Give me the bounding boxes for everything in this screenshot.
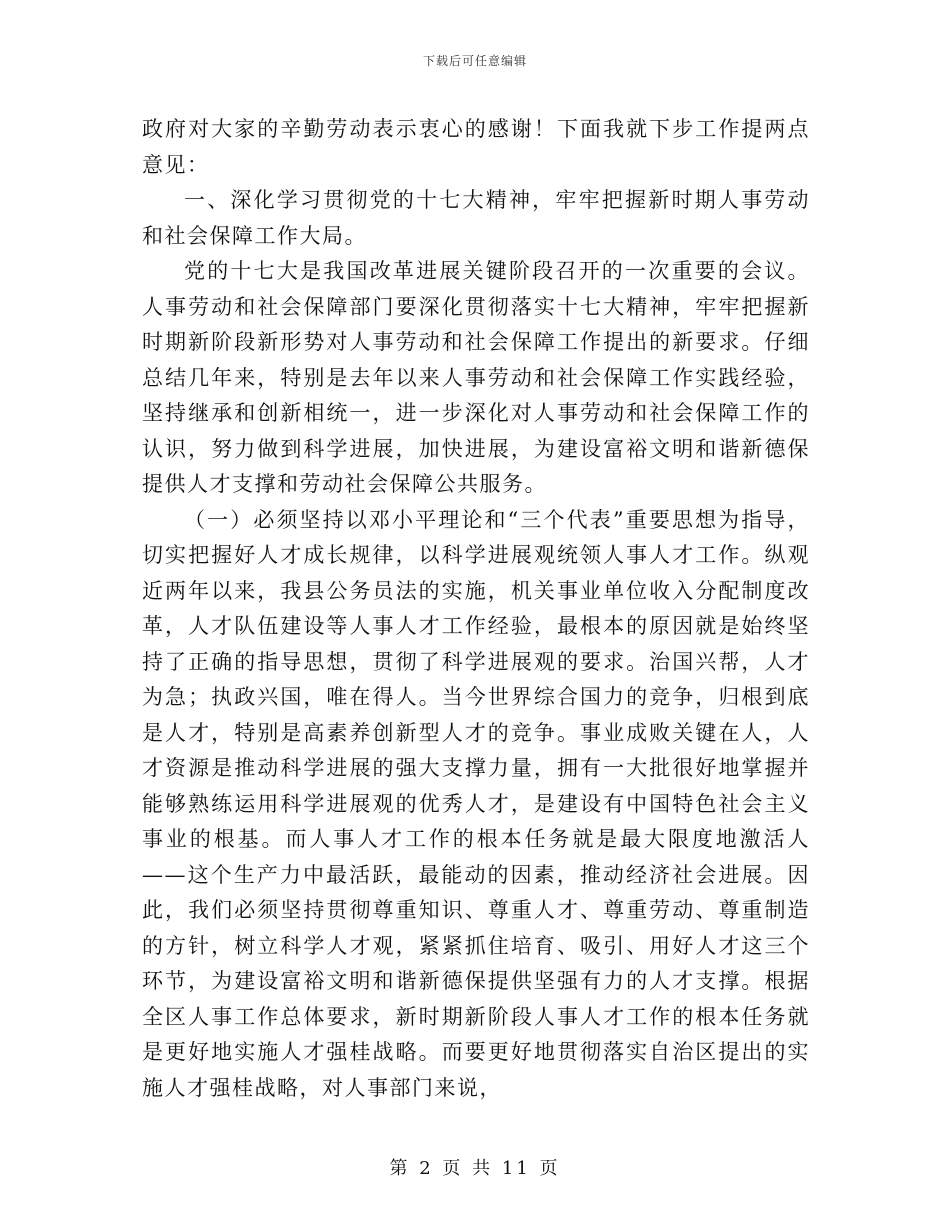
page-footer [0, 1154, 950, 1180]
footer-prefix: 第 [389, 1158, 411, 1179]
page-header-note: 下载后可任意编辑 [422, 54, 527, 68]
paragraph-3: 党的十七大是我国改革进展关键阶段召开的一次重要的会议。人事劳动和社会保障部门要深化贯彻落实十七大精神，牢牢把握新时期新阶段新形势对人事劳动和社会保障工作提出的新要求。仔细总结几年来，特别是去年以来人事劳动和社会保障工作实践经验，坚持继承和创新相统一，进一步深化对人事劳动和社会保障工作的认识，努力做到科学进展，加快进展，为建设富裕文明和谐新德保提供人才支撑和劳动社会保障公共服务。 [142, 259, 810, 496]
document-body [142, 112, 810, 1106]
paragraph-4: （一）必须坚持以邓小平理论和“三个代表”重要思想为指导，切实把握好人才成长规律，以科学进展观统领人事人才工作。纵观近两年以来，我县公务员法的实施，机关事业单位收入分配制度改革，人才队伍建设等人事人才工作经验，最根本的原因就是始终坚持了正确的指导思想，贯彻了科学进展观的要求。治国兴帮，人才为急；执政兴国，唯在得人。当今世界综合国力的竞争，归根到底是人才，特别是高素养创新型人才的竞争。事业成败关键在人，人才资源是推动科学进展的强大支撑力量，拥有一大批很好地掌握并能够熟练运用科学进展观的优秀人才，是建设有中国特色社会主义事业的根基。而人事人才工作的根本任务就是最大限度地激活人——这个生产力中最活跃，最能动的因素，推动经济社会进展。因此，我们必须坚持贯彻尊重知识、尊重人才、尊重劳动、尊重制造的方针，树立科学人才观，紧紧抓住培育、吸引、用好人才这三个环节，为建设富裕文明和谐新德保提供坚强有力的人才支撑。根据全区人事工作总体要求，新时期新阶段人事人才工作的根本任务就是更好地实施人才强桂战略。而要更好地贯彻落实自治区提出的实施人才强桂战略，对人事部门来说， [142, 507, 810, 1100]
footer-total-pages: 11 [501, 1158, 531, 1179]
footer-page-number: 2 [419, 1158, 434, 1179]
footer-middle: 页 共 [442, 1158, 494, 1179]
footer-suffix: 页 [539, 1158, 561, 1179]
paragraph-2-heading: 一、深化学习贯彻党的十七大精神，牢牢把握新时期人事劳动和社会保障工作大局。 [142, 188, 810, 248]
paragraph-1: 政府对大家的辛勤劳动表示衷心的感谢！下面我就下步工作提两点意见： [142, 117, 810, 177]
